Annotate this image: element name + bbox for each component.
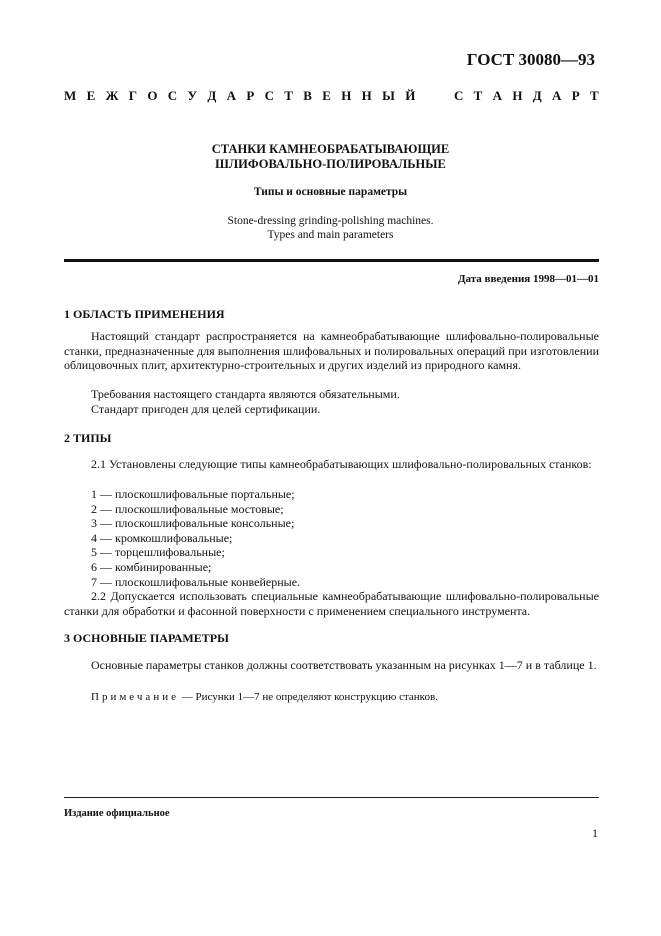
- footer-divider: [64, 797, 599, 798]
- banner-letter: Н: [361, 88, 372, 103]
- banner-letter: Н: [512, 88, 523, 103]
- note: [91, 691, 438, 703]
- banner-letter: Ж: [105, 88, 119, 103]
- machine-type-item: 7 — плоскошлифовальные конвейерные.: [91, 574, 301, 589]
- header-divider: [64, 259, 599, 262]
- banner-letter: А: [226, 88, 236, 103]
- document-subtitle: Типы и основные параметры: [253, 186, 408, 198]
- banner-letter: Т: [473, 88, 483, 103]
- interstate-standard-banner: [64, 88, 599, 104]
- banner-letter: Й: [405, 88, 416, 103]
- banner-letter: Д: [207, 88, 217, 103]
- banner-letter: Н: [341, 88, 352, 103]
- introduction-date: Дата введения 1998—01—01: [457, 273, 599, 285]
- banner-letter: Т: [590, 88, 599, 103]
- section-3-heading: 3 ОСНОВНЫЕ ПАРАМЕТРЫ: [64, 631, 229, 645]
- banner-letter: Т: [284, 88, 293, 103]
- banner-letter: С: [264, 88, 274, 103]
- page-number: 1: [592, 826, 598, 840]
- banner-letter: Е: [86, 88, 96, 103]
- banner-letter: С: [167, 88, 178, 103]
- note-label: Примечание: [91, 691, 179, 703]
- section-1-paragraph-3: Стандарт пригоден для целей сертификации.: [91, 402, 321, 416]
- banner-letter: А: [552, 88, 562, 103]
- machine-type-item: 6 — комбинированные;: [91, 559, 212, 574]
- machine-type-item: 1 — плоскошлифовальные портальные;: [91, 487, 295, 501]
- banner-letter: У: [187, 88, 198, 103]
- section-2-heading: 2 ТИПЫ: [64, 431, 112, 445]
- english-title-line-1: Stone-dressing grinding-polishing machines.: [227, 215, 434, 227]
- section-2-paragraph-2: 2.2 Допускается использовать специальные камнеобрабатывающие шлифовально-полировальные станки для обработки и фасонной поверхности с применением специального инструмента.: [64, 589, 599, 618]
- document-number: ГОСТ 30080—93: [466, 50, 595, 69]
- title-line-1: СТАНКИ КАМНЕОБРАБАТЫВАЮЩИЕ: [211, 142, 450, 156]
- title-line-2: ШЛИФОВАЛЬНО-ПОЛИРОВАЛЬНЫЕ: [215, 157, 446, 171]
- banner-letter: Р: [246, 88, 255, 103]
- banner-letter: М: [64, 88, 77, 103]
- banner-letter: Е: [322, 88, 331, 103]
- banner-letter: Д: [532, 88, 542, 103]
- banner-letter: О: [147, 88, 158, 103]
- official-edition-label: Издание официальное: [64, 808, 170, 819]
- english-title: [0, 214, 661, 242]
- banner-letter: А: [492, 88, 503, 103]
- banner-letter: Ы: [382, 88, 395, 103]
- section-2-paragraph-1: 2.1 Установлены следующие типы камнеобрабатывающих шлифовально-полировальных станков:: [91, 457, 592, 471]
- machine-type-item: 5 — торцешлифовальные;: [91, 545, 225, 560]
- machine-type-item: 3 — плоскошлифовальные консольные;: [91, 516, 295, 531]
- english-title-line-2: Types and main parameters: [267, 229, 394, 241]
- section-1-paragraph-1: Настоящий стандарт распространяется на камнеобрабатывающие шлифовально-полировальные станки, предназначенные для выполнения шлифовальных и полировальных операций при изготовлении облицовочных плит, архитектурно-строительных и других изделий из природного камня.: [64, 329, 599, 373]
- section-1-paragraph-2: Требования настоящего стандарта являются обязательными.: [91, 387, 400, 401]
- machine-type-item: 4 — кромкошлифовальные;: [91, 530, 233, 545]
- note-text: — Рисунки 1—7 не определяют конструкцию станков.: [178, 691, 438, 703]
- banner-letter: В: [303, 88, 312, 103]
- banner-letter: С: [453, 88, 464, 103]
- machine-types-list: [91, 487, 300, 589]
- document-title: [0, 142, 661, 172]
- word-gap: [426, 88, 444, 104]
- section-1-heading: 1 ОБЛАСТЬ ПРИМЕНЕНИЯ: [64, 307, 225, 321]
- banner-letter: Р: [571, 88, 580, 103]
- section-3-paragraph-1: Основные параметры станков должны соответствовать указанным на рисунках 1—7 и в таблице 1.: [91, 658, 597, 672]
- banner-letter: Г: [128, 88, 138, 103]
- machine-type-item: 2 — плоскошлифовальные мостовые;: [91, 501, 284, 516]
